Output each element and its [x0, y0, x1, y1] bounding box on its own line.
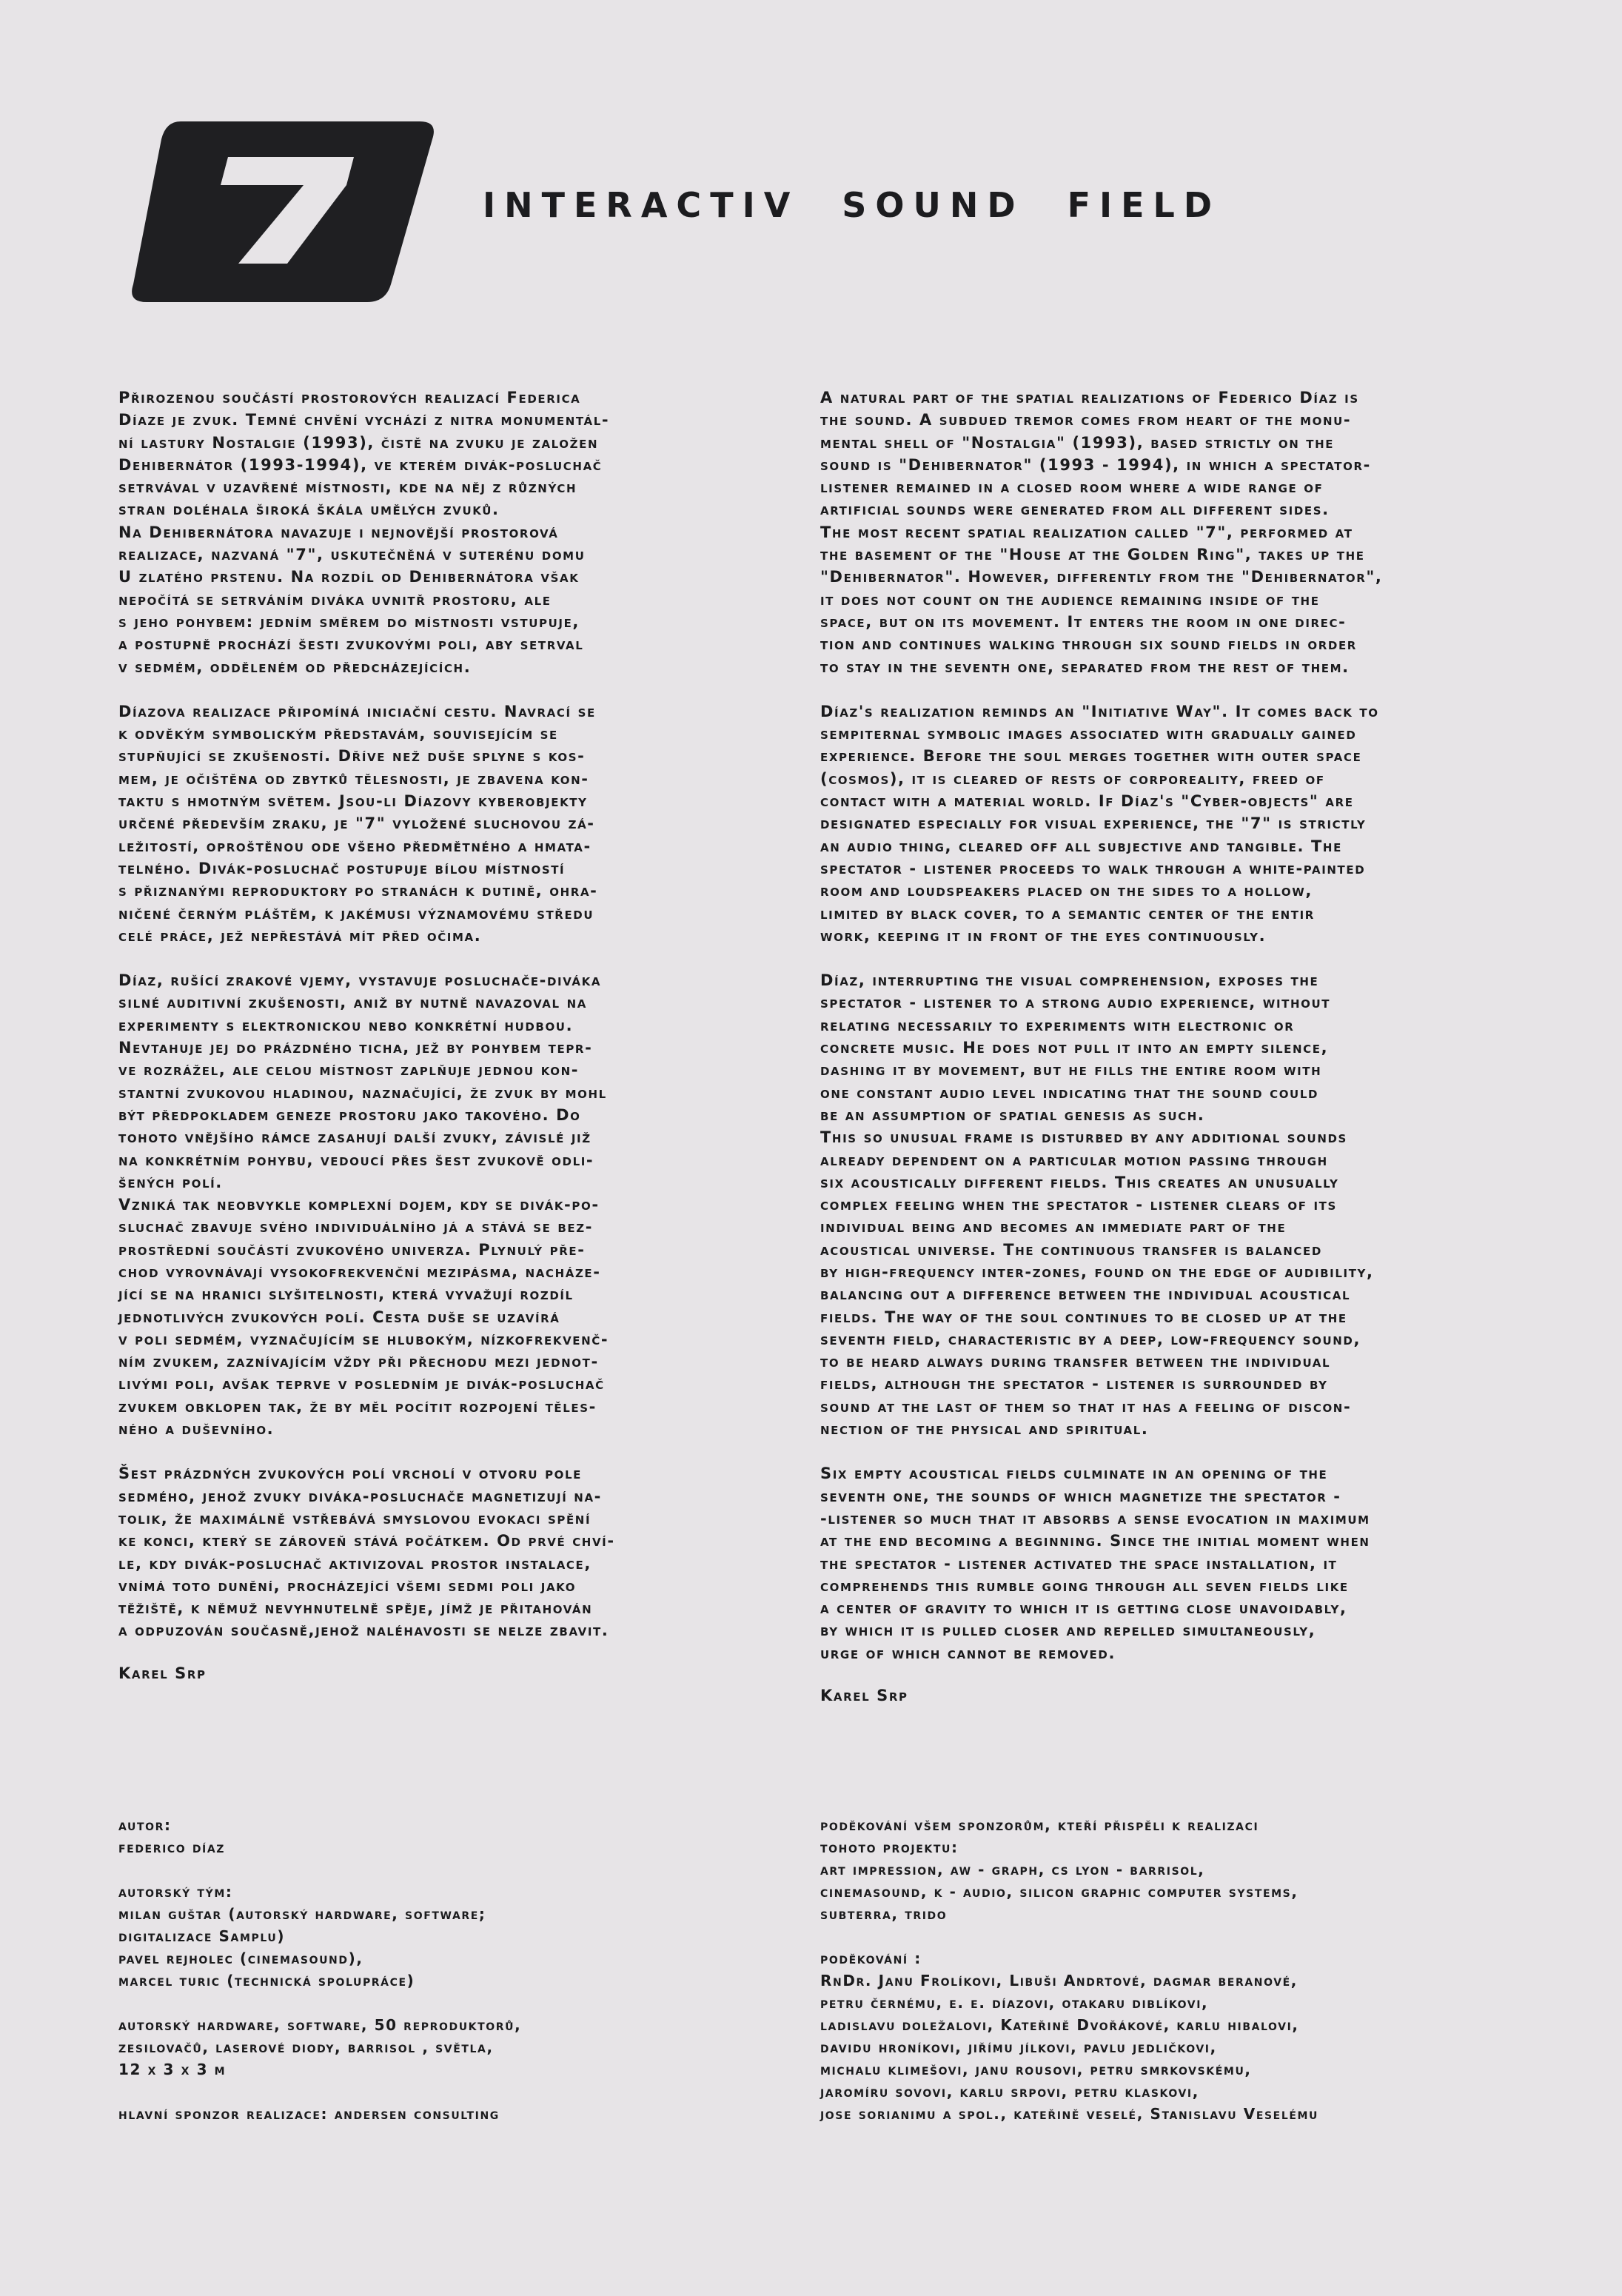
credit-hardware: autorský hardware, software, 50 reproduktorů, zesilovačů, laserové diody, barrisol , světla, 12 x 3 x 3 m [118, 2016, 522, 2078]
credits-right [820, 1814, 1531, 2147]
page-title: INTERACTIV SOUND FIELD [483, 185, 1221, 225]
english-signature: Karel Srp [820, 1687, 908, 1705]
credit-sponsors: poděkování všem sponzorům, kteří přispěli k realizaci tohoto projektu: art impression, aw - graph, cs lyon - barrisol, cinemasound, k - audio, silicon graphic computer systems, subterra, trido [820, 1816, 1298, 1923]
czech-paragraph-1: Přirozenou součástí prostorových realizací Federica Díaze je zvuk. Temné chvění vychází z nitra monumentál- ní lastury Nostalgie (1993), čistě na zvuku je založen Dehibernátor (1993-1994), ve kterém divák-posluchač setrvával v uzavřené místnosti, kde na něj z různých stran doléhala široká škála umělých zvuků. Na Dehibernátora navazuje i nejnovější prostorová realizace, nazvaná "7", uskutečněná v suterénu domu U zlatého prstenu. Na rozdíl od Dehibernátora však nepočítá se setrváním diváka uvnitř prostoru, ale s jeho pohybem: jedním směrem do místnosti vstupuje, a postupně prochází šesti zvukovými poli, aby setrval v sedmém, odděleném od předcházejících. [118, 389, 610, 676]
english-text-column [820, 386, 1472, 1704]
english-paragraph-2: Díaz's realization reminds an "Initiative Way". It comes back to sempiternal symbolic images associated with gradually gained experience. Before the soul merges together with outer space (cosmos), it is cleared of rests of corporeality, freed of contact with a material world. If Díaz's "Cyber-objects" are designated especially for visual experience, the "7" is strictly an audio thing, cleared off all subjective and tangible. The spectator - listener proceeds to walk through a white-painted room and loudspeakers placed on the sides to a hollow, limited by black cover, to a semantic center of the entir work, keeping it in front of the eyes continuously. [820, 702, 1379, 945]
czech-paragraph-2: Díazova realizace připomíná iniciační cestu. Navrací se k odvěkým symbolickým představám, souvisejícím se stupňující se zkušeností. Dříve než duše splyne s kos- mem, je očištěna od zbytků tělesnosti, je zbavena kon- taktu s hmotným světem. Jsou-li Díazovy kyberobjekty určené především zraku, je "7" vyložené sluchovou zá- ležitostí, oproštěnou ode všeho předmětného a hmata- telného. Divák-posluchač postupuje bílou místností s přiznanými reproduktory po stranách k dutině, ohra- ničené černým pláštěm, k jakémusi významovému středu celé práce, jež nepřestává mít před očima. [118, 702, 598, 945]
credit-thanks: poděkování : RnDr. Janu Frolíkovi, Libuši Andrtové, dagmar beranové, petru černému, e. e. díazovi, otakaru diblíkovi, ladislavu doležalovi, Kateřině Dvořákové, karlu hibalovi, davidu hroníkovi, jiřímu jílkovi, pavlu jedličkovi, michalu klimešovi, janu rousovi, petru smrkovskému, jaromíru sovovi, karlu srpovi, petru klaskovi, jose sorianimu a spol., kateřině veselé, Stanislavu Veselému [820, 1949, 1319, 2123]
english-paragraph-3: Díaz, interrupting the visual comprehension, exposes the spectator - listener to a strong audio experience, without relating necessarily to experiments with electronic or concrete music. He does not pull it into an empty silence, dashing it by movement, but he fills the entire room with one constant audio level indicating that the sound could be an assumption of spatial genesis as such. This so unusual frame is disturbed by any additional sounds already dependent on a particular motion passing through six acoustically different fields. This creates an unusually complex feeling when the spectator - listener clears of its individual being and becomes an immediate part of the acoustical universe. The continuous transfer is balanced by high-frequency inter-zones, found on the edge of audibility, balancing out a difference between the individual acoustical fields. The way of the soul continues to be closed up at the seventh field, characteristic by a deep, low-frequency sound, to be heard always during transfer between the individual fields, although the spectator - listener is surrounded by sound at the last of them so that it has a feeling of discon- nection of the physical and spiritual. [820, 971, 1374, 1439]
credit-team: autorský tým: milan guštar (autorský hardware, software; digitalizace Samplu) pavel rejholec (cinemasound), marcel turic (technická spolupráce) [118, 1883, 486, 1989]
english-paragraph-1: A natural part of the spatial realizations of Federico Díaz is the sound. A subdued tremor comes from heart of the monu- mental shell of "Nostalgia" (1993), based strictly on the sound is "Dehibernator" (1993 - 1994), in which a spectator- listener remained in a closed room where a wide range of artificial sounds were generated from all different sides. The most recent spatial realization called "7", performed at the basement of the "House at the Golden Ring", takes up the "Dehibernator". However, differently from the "Dehibernator", it does not count on the audience remaining inside of the space, but on its movement. It enters the room in one direc- tion and continues walking through six sound fields in order to stay in the seventh one, separated from the rest of them. [820, 389, 1383, 676]
czech-paragraph-4: Šest prázdných zvukových polí vrcholí v otvoru pole sedmého, jehož zvuky diváka-posluchače magnetizují na- tolik, že maximálně vstřebává smyslovou evokaci spění ke konci, který se zároveň stává počátkem. Od prvé chví- le, kdy divák-posluchač aktivizoval prostor instalace, vnímá toto dunění, procházející všemi sedmi poli jako těžiště, k němuž nevyhnutelně spěje, jímž je přitahován a odpuzován současně,jehož naléhavosti se nelze zbavit. [118, 1465, 615, 1640]
czech-signature: Karel Srp [118, 1664, 207, 1682]
seven-logo-icon [127, 121, 438, 302]
czech-paragraph-3: Díaz, rušící zrakové vjemy, vystavuje posluchače-diváka silné auditivní zkušenosti, aniž by nutně navazoval na experimenty s elektronickou nebo konkrétní hudbou. Nevtahuje jej do prázdného ticha, jež by pohybem tepr- ve rozrážel, ale celou místnost zaplňuje jednou kon- stantní zvukovou hladinou, naznačující, že zvuk by mohl být předpokladem geneze prostoru jako takového. Do tohoto vnějšího rámce zasahují další zvuky, závislé již na konkrétním pohybu, vedoucí přes šest zvukově odli- šených polí. Vzniká tak neobvykle komplexní dojem, kdy se divák-po- sluchač zbavuje svého individuálního já a stává se bez- prostřední součástí zvukového univerza. Plynulý pře- chod vyrovnávají vysokofrekvenční mezipásma, nacháze- jící se na hranici slyšitelnosti, která vyvažují rozdíl jednotlivých zvukových polí. Cesta duše se uzavírá v poli sedmém, vyznačujícím se hlubokým, nízkofrekvenč- ním zvukem, zaznívajícím vždy při přechodu mezi jednot- livými poli, avšak teprve v posledním je divák-posluchač zvukem obklopen tak, že by měl pocítit rozpojení těles- ného a duševního. [118, 971, 609, 1439]
english-paragraph-4: Six empty acoustical fields culminate in an opening of the seventh one, the sounds of which magnetize the spectator - -listener so much that it absorbs a sense evocation in maximum at the end becoming a beginning. Since the initial moment when the spectator - listener activated the space installation, it comprehends this rumble going through all seven fields like a center of gravity to which it is getting close unavoidably, by which it is pulled closer and repelled simultaneously, urge of which cannot be removed. [820, 1465, 1370, 1662]
czech-text-column [118, 386, 770, 1682]
credits-left [118, 1814, 770, 2147]
credit-author: autor: federico díaz [118, 1816, 226, 1856]
credit-main-sponsor: hlavní sponzor realizace: andersen consulting [118, 2105, 500, 2123]
